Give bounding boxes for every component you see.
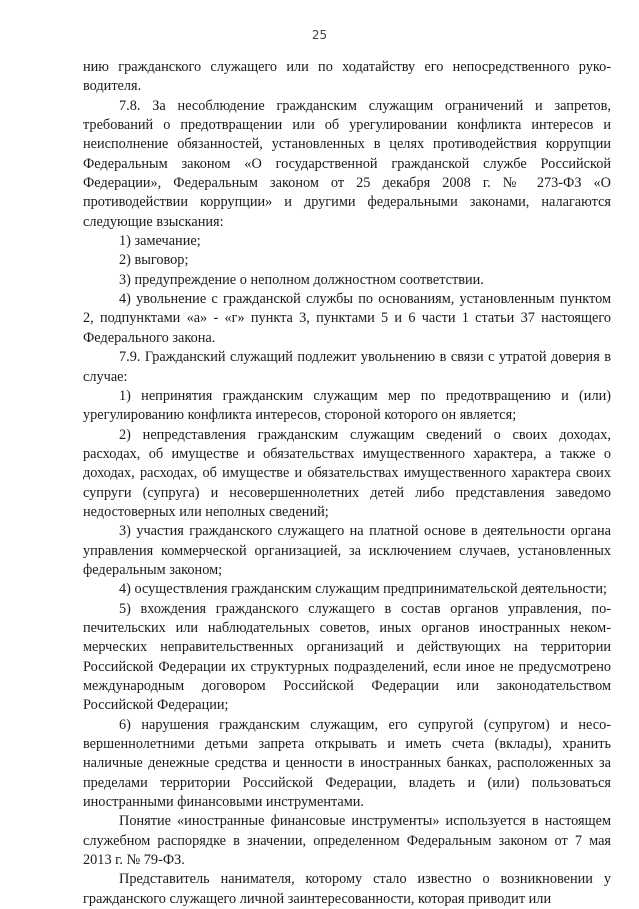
paragraph-7-9: 7.9. Гражданский служащий подлежит увольнению в связи с утратой доверия в случае: <box>83 349 611 385</box>
paragraph-7-8: 7.8. За несоблюдение гражданским служащим ограничений и запретов, требований о предотвращении или об урегулировании конфликта интересов и неисполнение обязанностей, установленных в целях противодействия коррупции Федеральным законом «О государственной гражданской службе Российской Федерации», Федеральным законом от 25 декабря 2008 г. № 273-ФЗ «О противодействии коррупции» и другими федеральными законами, налагаются следующие взыскания: <box>83 97 611 230</box>
paragraph-definition: Понятие «иностранные финансовые инструменты» используется в настоящем служебном распорядке в значении, определенном Федеральным законом от 7 мая 2013 г. № 79-ФЗ. <box>83 813 611 869</box>
list-item-dismissal-1: 1) непринятия гражданским служащим мер по предотвращению и (или) урегулированию конфликта интересов, стороной которого он является; <box>83 387 611 424</box>
list-item-reprimand-2: 2) выговор; <box>119 252 189 269</box>
list-item-reprimand-4: 4) увольнение с гражданской службы по основаниям, установленным пунктом 2, подпунктами «а» - «г» пункта 3, пунктами 5 и 6 части 1 статьи 37 настоящего Федерального закона. <box>83 291 611 346</box>
page-number: 25 <box>311 28 328 42</box>
list-item-dismissal-2: 2) непредставления гражданским служащим сведений о своих доходах, расходах, об имуществе и обязательствах имущественного характера, а также о доходах, расходах, об имуществе и обязательствах имущественного характера своих супруги (супруга) и несовершеннолетних детей либо представления заведомо недостоверных или неполных сведений; <box>83 426 611 520</box>
list-item-dismissal-4: 4) осуществления гражданским служащим предпринимательской деятельности; <box>119 581 608 598</box>
paragraph-continuation: нию гражданского служащего или по ходатайству его непосредственного руководителя. <box>83 59 611 95</box>
list-item-dismissal-3: 3) участия гражданского служащего на платной основе в деятельности органа управления коммерческой организацией, за исключением случаев, установленных федеральным законом; <box>83 523 611 578</box>
list-item-reprimand-1: 1) замечание; <box>119 233 201 250</box>
list-item-dismissal-6: 6) нарушения гражданским служащим, его супругой (супругом) и несовершеннолетними детьми запрета открывать и иметь счета (вклады), хранить наличные денежные средства и ценности в иностранных банках, расположенных за пределами территории Российской Федерации, владеть и (или) пользоваться иностранными финансовыми инструментами. <box>83 716 611 811</box>
list-item-reprimand-3: 3) предупреждение о неполном должностном соответствии. <box>119 271 484 288</box>
list-item-dismissal-5: 5) вхождения гражданского служащего в состав органов управления, попечительских или наблюдательных советов, иных органов иностранных некоммерческих неправительственных организаций и действующих на территории Российской Федерации их структурных подразделений, если иное не предусмотрено международным договором Российской Федерации или законодательством Российской Федерации; <box>83 600 611 714</box>
document-body <box>83 58 611 909</box>
paragraph-employer-notice: Представитель нанимателя, которому стало известно о возникновении у гражданского служащего личной заинтересованности, которая приводит или <box>83 871 611 907</box>
